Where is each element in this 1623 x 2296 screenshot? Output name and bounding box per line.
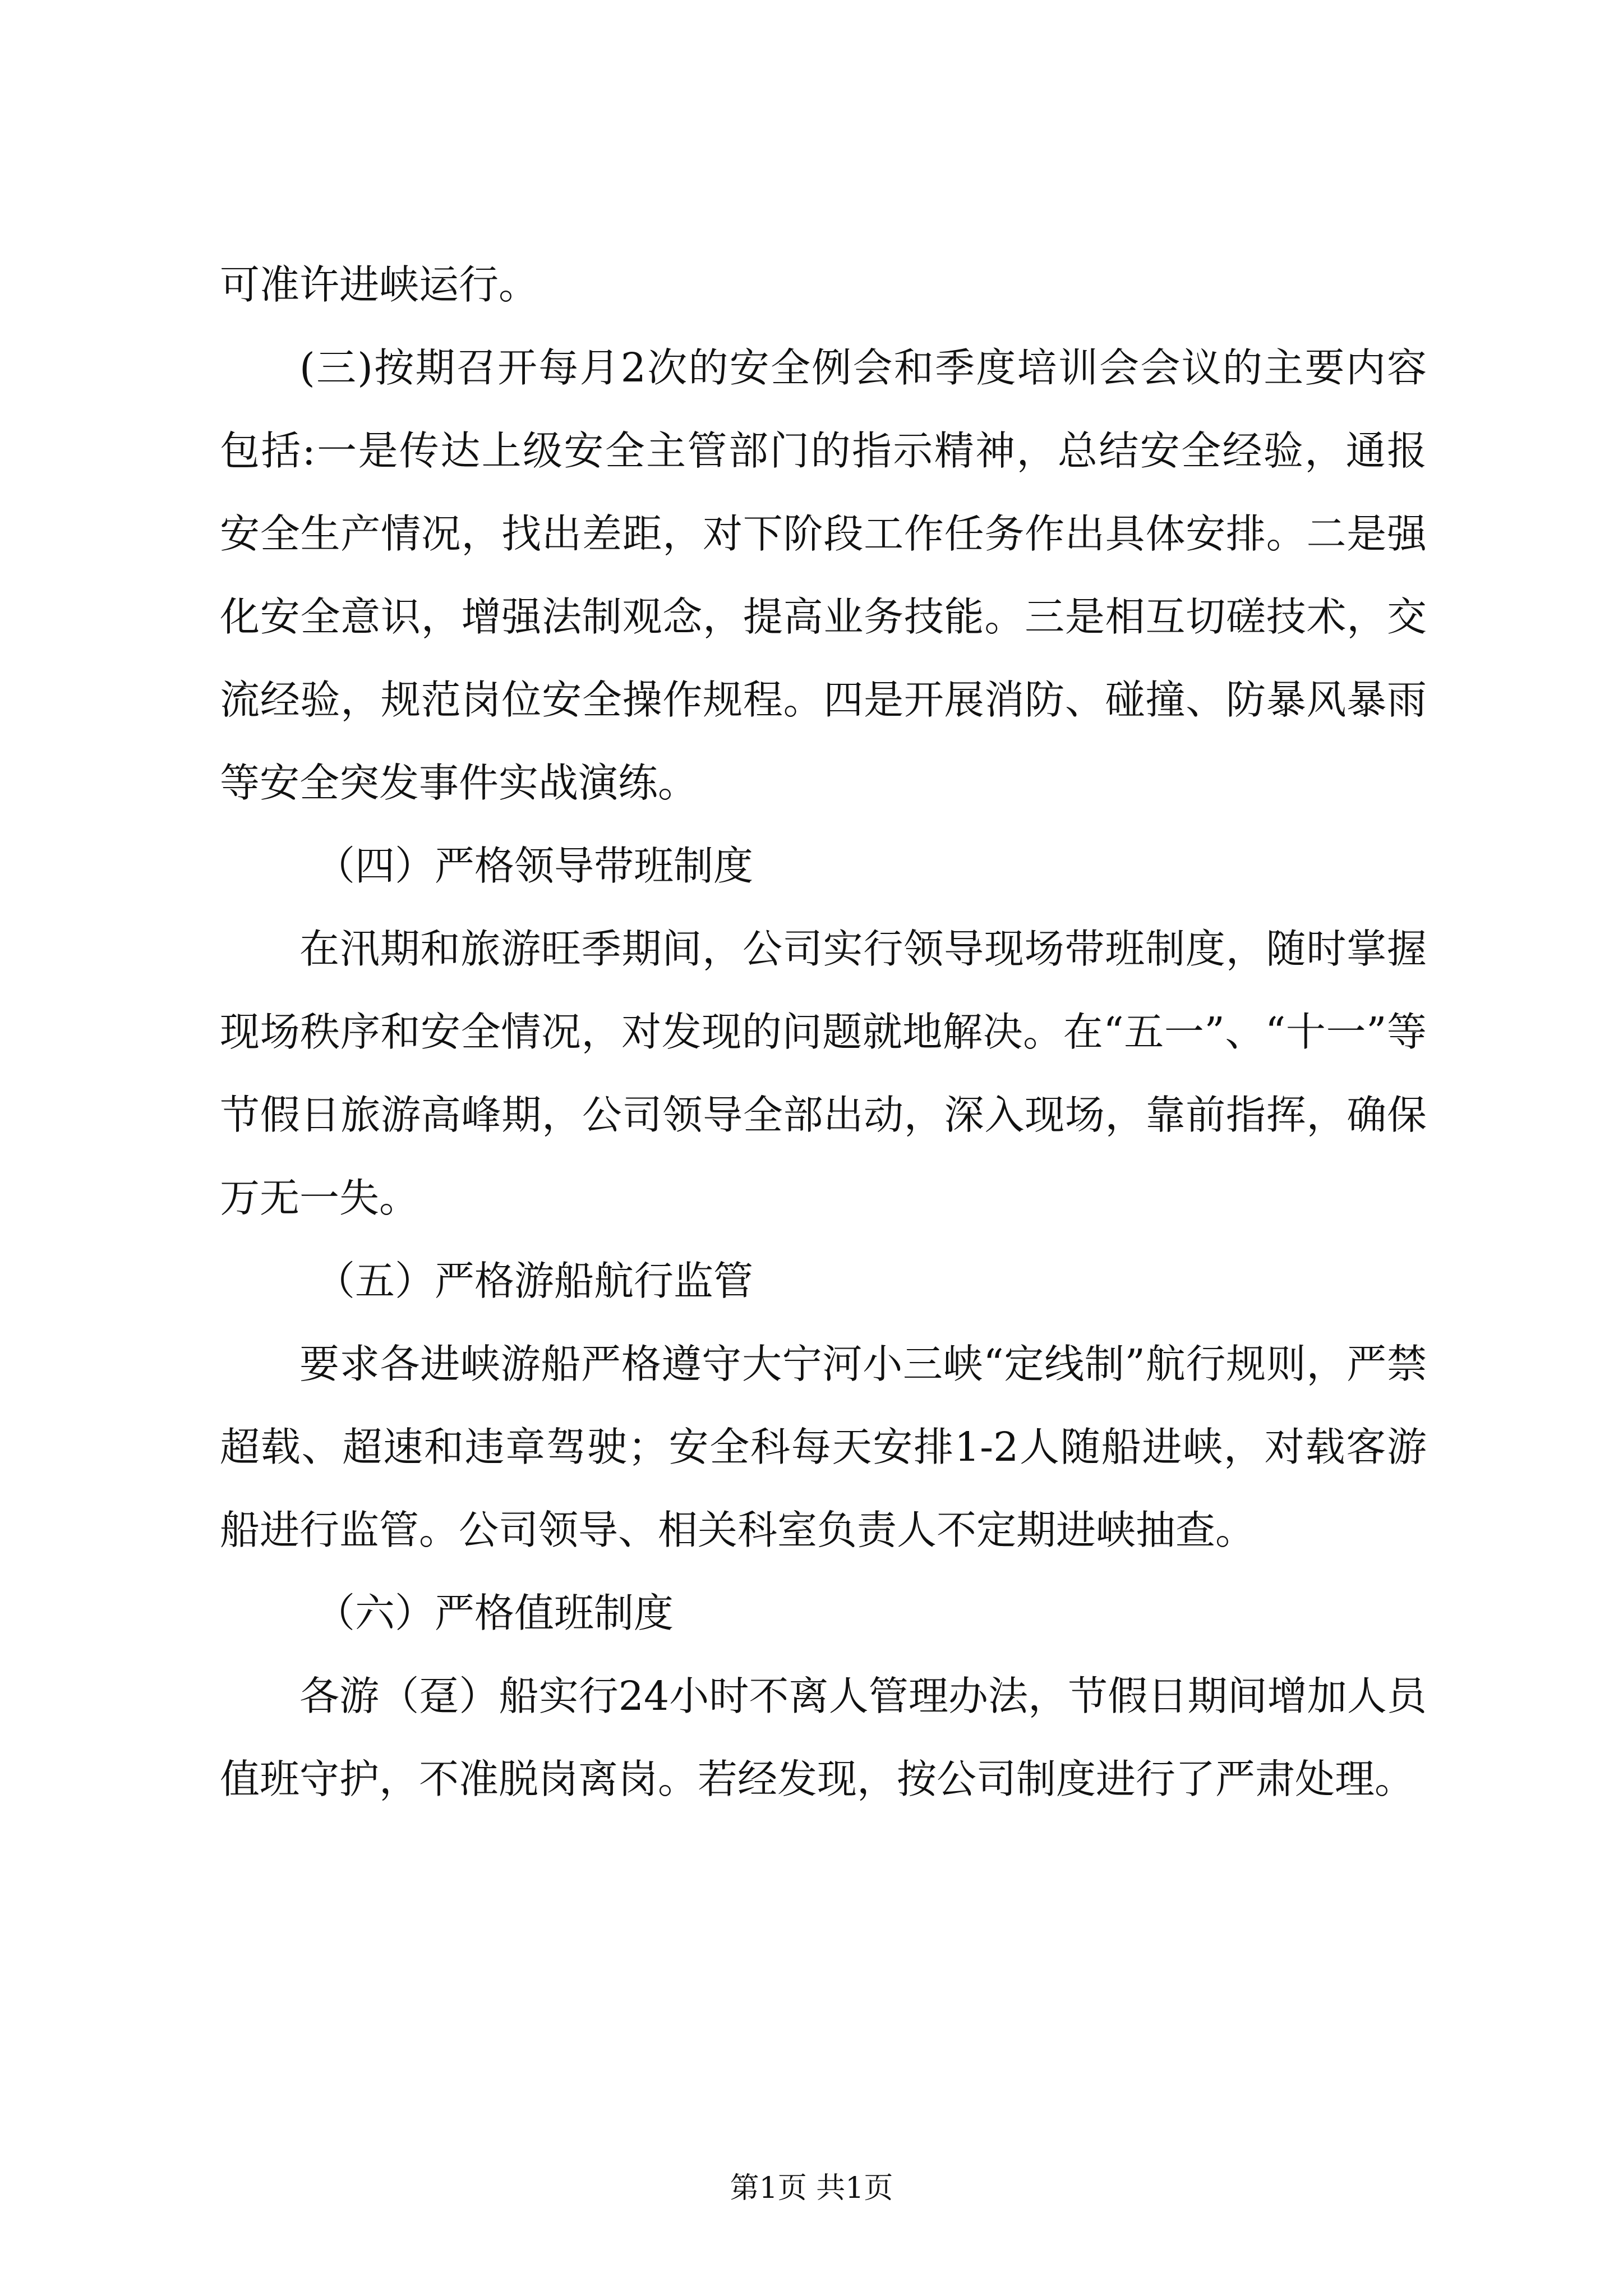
section-heading-navigation-supervision: （五）严格游船航行监管 bbox=[315, 1258, 754, 1304]
paragraph-leadership-duty: 在汛期和旅游旺季期间，公司实行领导现场带班制度，随时掌握现场秩序和安全情况，对发现的问题就地解决。在“五一”、“十一”等节假日旅游高峰期，公司领导全部出动，深入现场，靠前指挥，确保万无一失。 bbox=[220, 926, 1427, 1221]
page-footer: 第1页 共1页 bbox=[730, 2171, 893, 2205]
paragraph-duty-system: 各游（趸）船实行24小时不离人管理办法，节假日期间增加人员值班守护，不准脱岗离岗。若经发现，按公司制度进行了严肃处理。 bbox=[220, 1673, 1427, 1802]
paragraph-safety-meetings: (三)按期召开每月2次的安全例会和季度培训会会议的主要内容包括:一是传达上级安全主管部门的指示精神，总结安全经验，通报安全生产情况，找出差距，对下阶段工作任务作出具体安排。二是强化安全意识，增强法制观念，提高业务技能。三是相互切磋技术，交流经验，规范岗位安全操作规程。四是开展消防、碰撞、防暴风暴雨等安全突发事件实战演练。 bbox=[220, 344, 1427, 806]
section-heading-leadership-duty: （四）严格领导带班制度 bbox=[315, 843, 754, 889]
section-heading-duty-system: （六）严格值班制度 bbox=[315, 1590, 674, 1636]
paragraph-continuation: 可准许进峡运行。 bbox=[220, 261, 539, 308]
document-body bbox=[220, 243, 1427, 1821]
paragraph-navigation-supervision: 要求各进峡游船严格遵守大宁河小三峡“定线制”航行规则，严禁超载、超速和违章驾驶；安全科每天安排1-2人随船进峡，对载客游船进行监管。公司领导、相关科室负责人不定期进峡抽查。 bbox=[220, 1341, 1427, 1553]
